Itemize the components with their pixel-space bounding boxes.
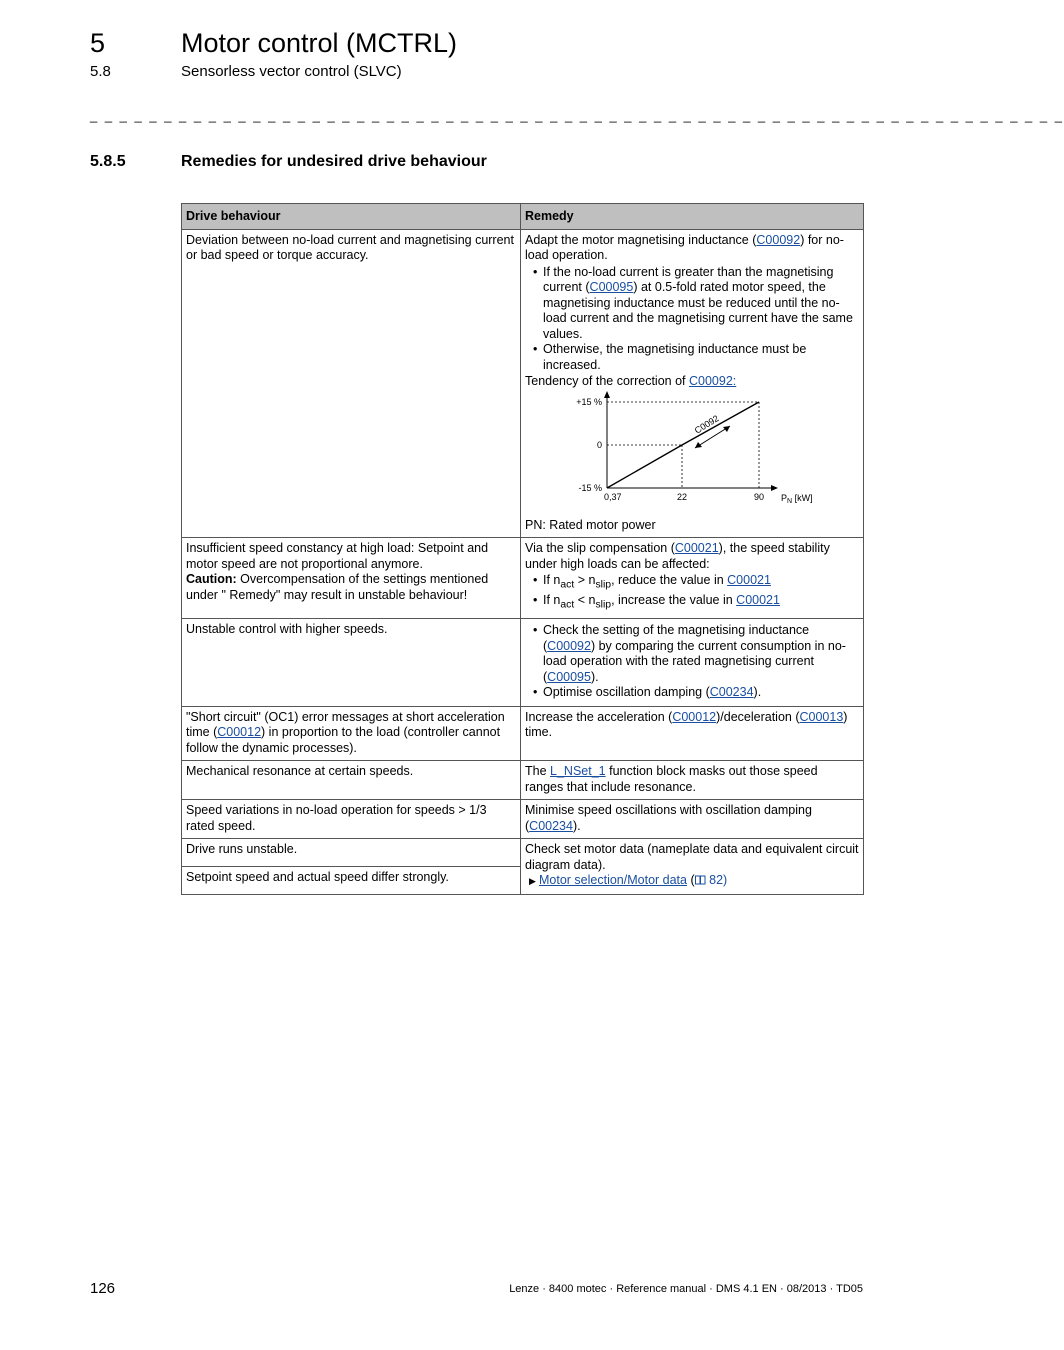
remedy-text (525, 541, 859, 572)
behaviour-cell (182, 619, 521, 707)
table-row (182, 706, 864, 761)
column-header-remedy: Remedy (521, 204, 864, 230)
text: Otherwise, the magnetising inductance must be increased. (543, 342, 807, 372)
text: Tendency of the correction of (525, 374, 689, 388)
book-icon (695, 875, 706, 885)
behaviour-cell (182, 839, 521, 867)
caution-text: Overcompensation of the settings mentioned under " Remedy" may result in unstable behaviour! (186, 572, 489, 602)
subsection-number: 5.8.5 (90, 153, 126, 170)
text: function block masks out those speed ranges that include resonance. (525, 764, 818, 794)
link-c00021[interactable]: C00021 (674, 541, 719, 555)
remedies-table (181, 203, 864, 895)
text: ) by comparing the current consumption in no-load operation with the rated magnetising current ( (543, 638, 846, 684)
remedy-cell (521, 229, 864, 538)
footer-doc-info: Lenze · 8400 motec · Reference manual · DMS 4.1 EN · 08/2013 · TD05 (509, 1283, 863, 1295)
link-c00021-increase[interactable]: C00021 (736, 593, 780, 607)
table-header-row (182, 204, 864, 230)
list-item (543, 573, 859, 593)
text: ) time. (525, 709, 848, 739)
bullet-list (525, 573, 859, 613)
correction-arrow-head-up (723, 426, 730, 432)
y-axis-arrow (604, 391, 610, 398)
link-c00092[interactable]: C00092 (547, 638, 591, 653)
text: Minimise speed oscillations with oscillation damping ( (525, 803, 812, 833)
behaviour-cell (182, 866, 521, 894)
text: < n (574, 593, 596, 607)
text: "Short circuit" (OC1) error messages at short acceleration time ( (186, 709, 505, 739)
text: ). (590, 669, 599, 684)
behaviour-text: Unstable control with higher speeds. (186, 622, 388, 636)
table-row (182, 538, 864, 619)
chapter-title: Motor control (MCTRL) (181, 28, 458, 58)
link-c00095[interactable]: C00095 (589, 280, 634, 294)
behaviour-text: Mechanical resonance at certain speeds. (186, 764, 414, 778)
table-row (182, 800, 864, 839)
list-item (543, 685, 859, 701)
remedy-cell (521, 619, 864, 707)
list-item (543, 623, 859, 685)
pn-note: PN: Rated motor power (525, 517, 656, 532)
remedy-text (525, 233, 859, 264)
chart-svg (525, 390, 859, 518)
behaviour-text: Drive runs unstable. (186, 842, 298, 856)
x-tick-label: 90 (753, 491, 765, 502)
text: Check the setting of the magnetising inductance ( (543, 623, 810, 653)
link-c00092-tendency[interactable]: C00092: (688, 374, 737, 388)
subscript: act (560, 579, 575, 591)
text: ). (753, 685, 762, 699)
text: > n (574, 573, 596, 587)
behaviour-cell (182, 706, 521, 761)
behaviour-cell (182, 229, 521, 538)
text: ) at 0.5-fold rated motor speed, the magnetising inductance must be reduced until the no-load current and the magnetising current have the same values. (543, 280, 853, 341)
caution-label: Caution: (186, 572, 237, 586)
text: ) for no-load operation. (525, 232, 844, 262)
page-reference: 82) (705, 873, 728, 887)
text: Increase the acceleration ( (525, 709, 673, 724)
chapter-number: 5 (90, 28, 106, 58)
bullet-list (525, 623, 859, 701)
text: If n (543, 573, 561, 587)
text: The (525, 764, 551, 778)
behaviour-cell (182, 538, 521, 619)
y-tick-label: -15 % (578, 482, 602, 493)
link-c00021-reduce[interactable]: C00021 (727, 573, 771, 587)
remedy-cell (521, 538, 864, 619)
subscript: slip (595, 579, 612, 591)
x-tick-label: 22 (676, 491, 688, 502)
tendency-chart (525, 390, 859, 518)
text: Via the slip compensation ( (525, 541, 675, 555)
column-header-behaviour: Drive behaviour (182, 204, 521, 230)
list-item (543, 342, 859, 373)
table-row (182, 761, 864, 800)
table-row (182, 839, 864, 867)
table-row (182, 619, 864, 707)
remedy-cell (521, 706, 864, 761)
link-c00234[interactable]: C00234 (529, 818, 573, 833)
subscript: act (560, 599, 575, 611)
list-item (543, 265, 859, 343)
link-motor-selection[interactable]: Motor selection/Motor data (539, 873, 687, 887)
series-label: C0092 (692, 412, 721, 436)
remedy-cell (521, 800, 864, 839)
text: Adapt the motor magnetising inductance ( (525, 232, 757, 247)
correction-arrow-head-down (695, 442, 702, 448)
text: )/deceleration ( (716, 709, 800, 724)
text: ( (687, 873, 695, 887)
x-tick-label: 0,37 (604, 491, 622, 502)
text: If n (543, 593, 561, 607)
series-line-c0092 (607, 402, 759, 488)
behaviour-text: Deviation between no-load current and magnetising current or bad speed or torque accuracy. (186, 232, 514, 262)
table-row (182, 229, 864, 538)
text: If the no-load current is greater than the magnetising current ( (543, 264, 834, 294)
subsection-title: Remedies for undesired drive behaviour (181, 153, 487, 170)
x-axis-label: $P_N$ [kW] (781, 492, 813, 505)
bullet-list (525, 265, 859, 374)
behaviour-cell (182, 800, 521, 839)
header-separator: _ _ _ _ _ _ _ _ _ _ _ _ _ _ _ _ _ _ _ _ _ _ _ _ _ _ _ _ _ _ _ _ _ _ _ _ _ _ _ _ _ _ _ _ _ _ _ _ _ _ _ _ _ _ _ _ _ _ _ _ _ _ _ _ _ _ (90, 108, 1064, 123)
subscript: slip (595, 599, 612, 611)
link-c00012[interactable]: C00012 (672, 709, 717, 724)
text: ). (572, 818, 581, 833)
tendency-text (525, 374, 859, 390)
remedy-text: Check set motor data (nameplate data and equivalent circuit diagram data). (525, 842, 859, 872)
y-tick-label: +15 % (576, 396, 602, 407)
behaviour-text: Setpoint speed and actual speed differ strongly. (186, 869, 449, 884)
text: ), the speed stability under high loads can be affected: (525, 541, 830, 571)
list-item (543, 593, 859, 613)
text: , reduce the value in (611, 573, 728, 587)
section-number: 5.8 (90, 63, 111, 80)
text: Optimise oscillation damping ( (543, 685, 710, 699)
section-title: Sensorless vector control (SLVC) (181, 63, 402, 80)
cross-reference (525, 873, 859, 890)
link-l-nset-1[interactable]: L_NSet_1 (550, 764, 606, 778)
link-c00092[interactable]: C00092 (756, 232, 801, 247)
behaviour-text: Speed variations in no-load operation for speeds > 1/3 rated speed. (186, 803, 487, 833)
remedy-cell (521, 761, 864, 800)
text: ) in proportion to the load (controller cannot follow the dynamic processes). (186, 725, 501, 755)
behaviour-cell (182, 761, 521, 800)
link-c00013[interactable]: C00013 (799, 709, 844, 724)
link-c00234[interactable]: C00234 (709, 685, 754, 699)
behaviour-text: Insufficient speed constancy at high load: Setpoint and motor speed are not proportional anymore. (186, 541, 489, 571)
remedy-cell (521, 839, 864, 895)
text: , increase the value in (611, 593, 737, 607)
x-axis-arrow (771, 485, 778, 491)
triangle-right-icon: ▶ (529, 876, 536, 886)
y-tick-label: 0 (596, 439, 602, 450)
link-c00095[interactable]: C00095 (547, 669, 591, 684)
page-number: 126 (90, 1280, 116, 1297)
link-c00012[interactable]: C00012 (217, 725, 262, 739)
